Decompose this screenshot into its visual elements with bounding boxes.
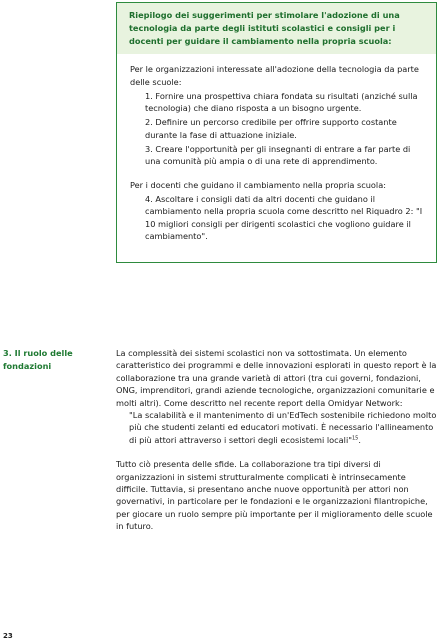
quote-end: . bbox=[358, 434, 361, 445]
list-item: 4. Ascoltare i consigli dati da altri docenti che guidano il cambiamento nella propria scuola come descritto nel Riquadro 2: "I 10 migliori consigli per dirigenti scolastici che vogliono guidare il cambiamento". bbox=[145, 193, 423, 242]
footnote-ref[interactable]: 15 bbox=[352, 435, 359, 442]
section-body bbox=[116, 347, 439, 533]
summary-box bbox=[116, 2, 437, 263]
teacher-list bbox=[130, 193, 424, 243]
quote-text: "La scalabilità e il mantenimento di un'EdTech sostenibile richiedono molto più che studenti zelanti ed educatori motivati. È necessario l'allineamento di più attori attraverso i settori degli ecosistemi locali" bbox=[129, 410, 437, 445]
paragraph: Tutto ciò presenta delle sfide. La collaborazione tra tipi diversi di organizzazioni in sistemi strutturalmente complicati è intrinsecamente difficile. Tuttavia, si presentano anche nuove opportunità per attori non governativi, in particolare per le fondazioni e le organizzazioni filantropiche, per giocare un ruolo sempre più importante per il miglioramento delle scuole in futuro. bbox=[116, 459, 433, 532]
list-item: 2. Definire un percorso credibile per offrire supporto costante durante la fase di attuazione iniziale. bbox=[145, 117, 397, 140]
paragraph: La complessità dei sistemi scolastici non va sottostimata. Un elemento caratteristico dei programmi e delle innovazioni esplorati in questo report è la collaborazione tra una grande varietà di attori (tra cui governi, fondazioni, ONG, imprenditori, grandi aziende tecnologiche, organizzazioni comunitarie e molti altri). Come descritto nel recente report della Omidyar Network: bbox=[116, 348, 437, 408]
section-title: 3. Il ruolo delle fondazioni bbox=[3, 348, 73, 371]
quote bbox=[116, 409, 439, 446]
page-number: 23 bbox=[3, 632, 13, 640]
list-item: 1. Fornire una prospettiva chiara fondata su risultati (anziché sulla tecnologia) che diano risposta a un bisogno urgente. bbox=[145, 90, 418, 114]
summary-box-title: Riepilogo dei suggerimenti per stimolare l'adozione di una tecnologia da parte degli istituti scolastici e consigli per i docenti per guidare il cambiamento nella propria scuola: bbox=[117, 3, 436, 54]
summary-box-body bbox=[117, 54, 436, 243]
org-list bbox=[130, 90, 424, 168]
org-intro: Per le organizzazioni interessate all'adozione della tecnologia da parte delle scuole: bbox=[130, 64, 419, 87]
list-item: 3. Creare l'opportunità per gli insegnanti di entrare a far parte di una comunità più ampia o di una rete di apprendimento. bbox=[145, 143, 411, 167]
teacher-intro: Per i docenti che guidano il cambiamento nella propria scuola: bbox=[130, 179, 386, 190]
